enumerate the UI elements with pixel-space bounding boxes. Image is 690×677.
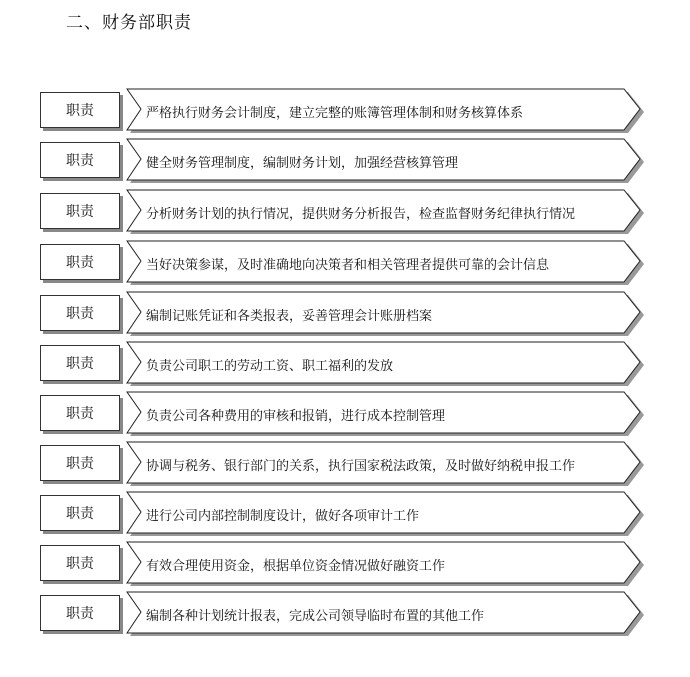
duty-text: 健全财务管理制度，编制财务计划，加强经营核算管理 bbox=[146, 155, 459, 171]
duty-tag: 职责 bbox=[40, 445, 120, 481]
duty-row bbox=[0, 591, 690, 637]
duty-text: 有效合理使用资金，根据单位资金情况做好融资工作 bbox=[146, 558, 446, 574]
duty-tag: 职责 bbox=[40, 545, 120, 581]
duty-tag: 职责 bbox=[40, 92, 120, 128]
duty-row bbox=[0, 491, 690, 537]
duty-row bbox=[0, 291, 690, 337]
page-title: 二、财务部职责 bbox=[66, 13, 192, 33]
duty-tag: 职责 bbox=[40, 345, 120, 381]
duty-row bbox=[0, 88, 690, 134]
duty-text: 编制记账凭证和各类报表，妥善管理会计账册档案 bbox=[146, 308, 433, 324]
duty-text: 编制各种计划统计报表，完成公司领导临时布置的其他工作 bbox=[146, 608, 485, 624]
duty-row bbox=[0, 341, 690, 387]
duty-tag: 职责 bbox=[40, 595, 120, 631]
duty-row bbox=[0, 441, 690, 487]
duty-row bbox=[0, 189, 690, 235]
duty-row bbox=[0, 240, 690, 286]
duty-text: 进行公司内部控制制度设计，做好各项审计工作 bbox=[146, 508, 420, 524]
duty-tag: 职责 bbox=[40, 495, 120, 531]
duty-row bbox=[0, 391, 690, 437]
duty-tag: 职责 bbox=[40, 193, 120, 229]
duty-text: 当好决策参谋，及时准确地向决策者和相关管理者提供可靠的会计信息 bbox=[146, 257, 550, 273]
duty-row bbox=[0, 541, 690, 587]
duty-text: 分析财务计划的执行情况，提供财务分析报告，检查监督财务纪律执行情况 bbox=[146, 206, 576, 222]
duty-tag: 职责 bbox=[40, 295, 120, 331]
duty-text: 负责公司职工的劳动工资、职工福利的发放 bbox=[146, 358, 394, 374]
duty-tag: 职责 bbox=[40, 395, 120, 431]
duty-text: 协调与税务、银行部门的关系，执行国家税法政策，及时做好纳税申报工作 bbox=[146, 458, 576, 474]
duty-text: 严格执行财务会计制度，建立完整的账簿管理体制和财务核算体系 bbox=[146, 105, 524, 121]
duty-tag: 职责 bbox=[40, 142, 120, 178]
duty-text: 负责公司各种费用的审核和报销，进行成本控制管理 bbox=[146, 408, 446, 424]
duty-row bbox=[0, 138, 690, 184]
duty-tag: 职责 bbox=[40, 244, 120, 280]
